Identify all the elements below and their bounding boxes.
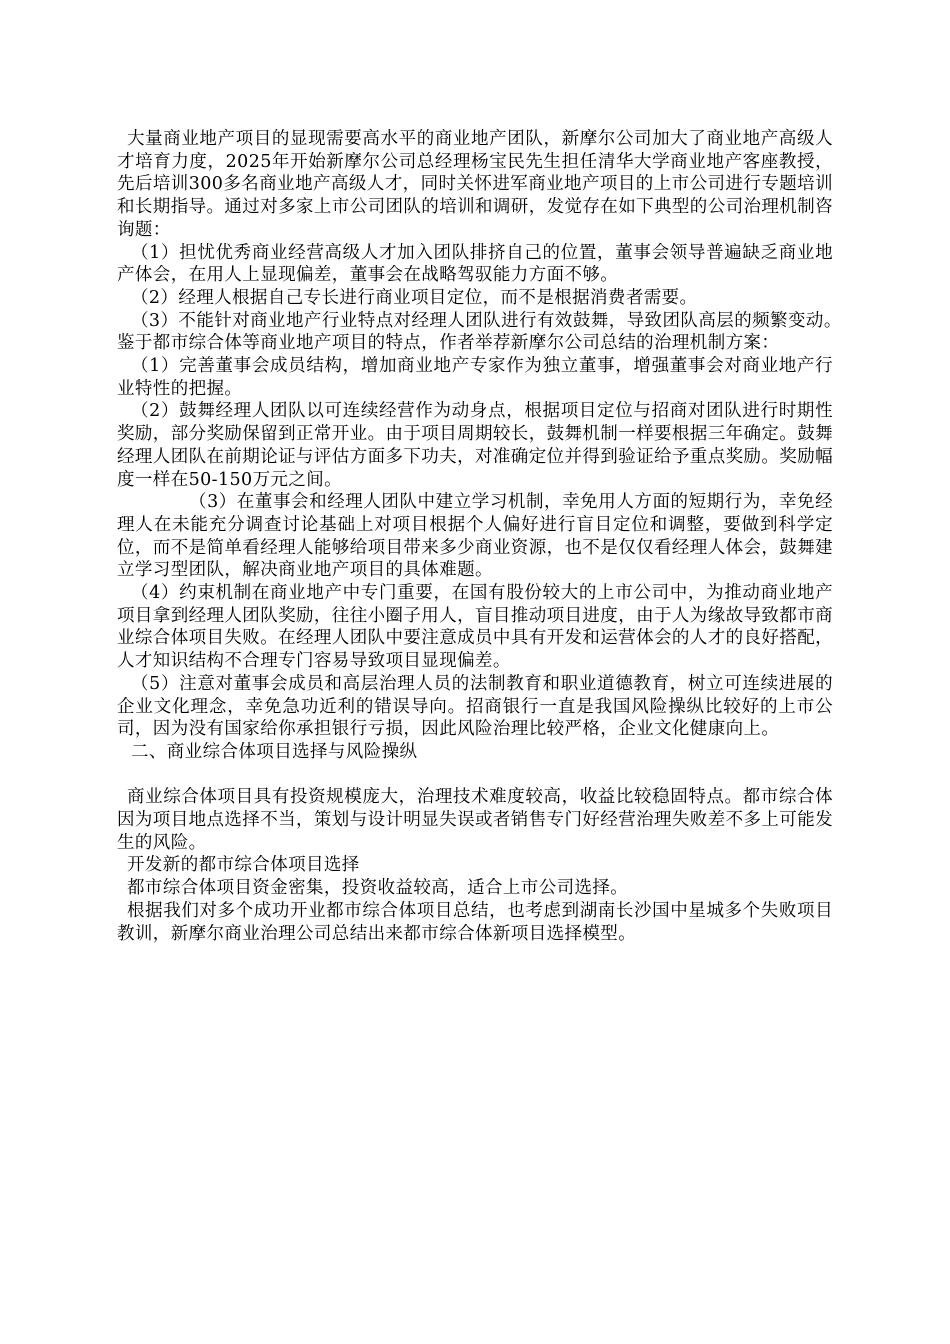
document-body [117,128,869,945]
paragraph-solution-5: （5）注意对董事会成员和高层治理人员的法制教育和职业道德教育，树立可连续进展的企业文化理念，幸免急功近利的错误导向。招商银行一直是我国风险操纵比较好的上市公司，因为没有国家给你承担银行亏损，因此风险治理比较严格，企业文化健康向上。 [117,673,833,740]
paragraph-solution-4: （4）约束机制在商业地产中专门重要，在国有股份较大的上市公司中，为推动商业地产项目拿到经理人团队奖励，往往小圈子用人，盲目推动项目进度，由于人为缘故导致都市商业综合体项目失败。在经理人团队中要注意成员中具有开发和运营体会的人才的良好搭配，人才知识结构不合理专门容易导致项目显现偏差。 [117,583,833,672]
paragraph-problem-2: （2）经理人根据自己专长进行商业项目定位，而不是根据消费者需要。 [131,287,698,308]
section-heading: 二、商业综合体项目选择与风险操纵 [131,741,418,762]
paragraph-model: 根据我们对多个成功开业都市综合体项目总结，也考虑到湖南长沙国中星城多个失败项目教训，新摩尔商业治理公司总结出来都市综合体新项目选择模型。 [117,900,833,944]
paragraph-problem-1: （1）担忧优秀商业经营高级人才加入团队排挤自己的位置，董事会领导普遍缺乏商业地产体会，在用人上显现偏差，董事会在战略驾驭能力方面不够。 [117,242,833,286]
paragraph-capital: 都市综合体项目资金密集，投资收益较高，适合上市公司选择。 [127,878,629,899]
paragraph-solution-1: （1）完善董事会成员结构，增加商业地产专家作为独立董事，增强董事会对商业地产行业特性的把握。 [117,356,833,399]
paragraph-solution-2: （2）鼓舞经理人团队以可连续经营作为动身点，根据项目定位与招商对团队进行时期性奖励，部分奖励保留到正常开业。由于项目周期较长，鼓舞机制一样要根据三年确定。鼓舞经理人团队在前期论证与评估方面多下功夫，对准确定位并得到验证给予重点奖励。奖励幅度一样在50-150万元之间。 [117,401,833,490]
paragraph-problem-3: （3）不能针对商业地产行业特点对经理人团队进行有效鼓舞，导致团队高层的频繁变动。 鉴于都市综合体等商业地产项目的特点，作者举荐新摩尔公司总结的治理机制方案： [117,310,869,354]
paragraph-intro: 大量商业地产项目的显现需要高水平的商业地产团队，新摩尔公司加大了商业地产高级人才培育力度，2025年开始新摩尔公司总经理杨宝民先生担任清华大学商业地产客座教授，先后培训300多名商业地产高级人才，同时关怀进军商业地产项目的上市公司进行专题培训和长期指导。通过对多家上市公司团队的培训和调研，发觉存在如下典型的公司治理机制咨询题： [117,129,833,240]
subheading-new-project: 开发新的都市综合体项目选择 [127,855,360,876]
paragraph-solution-3: （3）在董事会和经理人团队中建立学习机制，幸免用人方面的短期行为，幸免经理人在未能充分调查讨论基础上对项目根据个人偏好进行盲目定位和调整，要做到科学定位，而不是简单看经理人能够给项目带来多少商业资源，也不是仅仅看经理人体会，鼓舞建立学习型团队，解决商业地产项目的具体难题。 [117,492,833,581]
paragraph-complex-intro: 商业综合体项目具有投资规模庞大，治理技术难度较高，收益比较稳固特点。都市综合体因为项目地点选择不当，策划与设计明显失误或者销售专门好经营治理失败差不多上可能发生的风险。 [117,787,833,853]
blank-line [117,764,833,787]
